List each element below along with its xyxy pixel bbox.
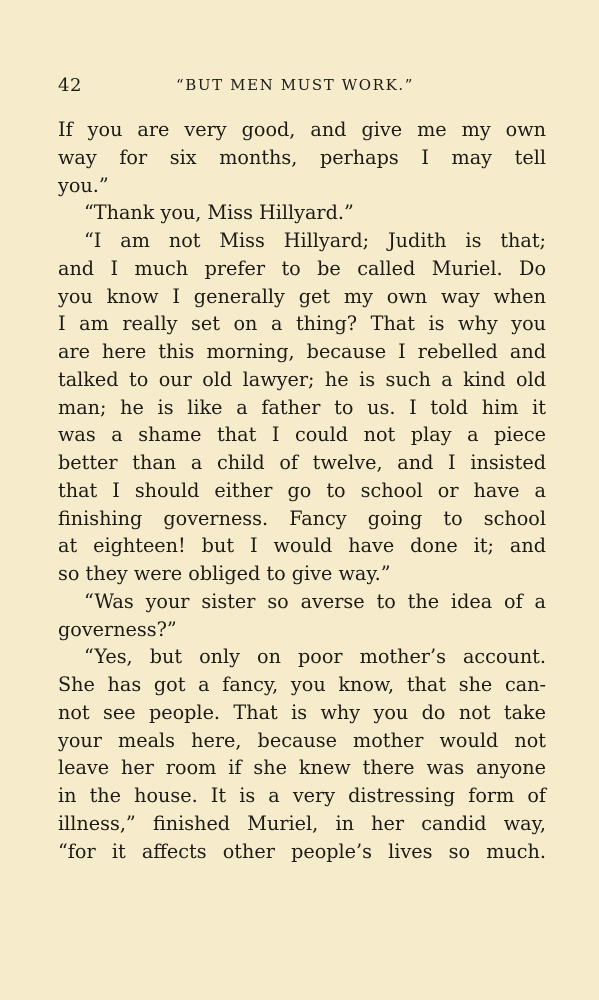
- text-line: “I am not Miss Hillyard; Judith is that;: [84, 229, 546, 252]
- text-line: leave her room if she knew there was anyone: [58, 756, 546, 780]
- text-line: She has got a fancy, you know, that she can-: [58, 673, 546, 696]
- text-line: that I should either go to school or have a: [58, 478, 546, 502]
- text-line: your meals here, because mother would not: [58, 728, 546, 752]
- text-line: I am really set on a thing? That is why you: [58, 312, 546, 336]
- text-line: are here this morning, because I rebelled and: [58, 340, 546, 363]
- page-number: 42: [58, 75, 82, 96]
- text-line: so they were obliged to give way.”: [58, 562, 391, 585]
- text-line: “Was your sister so averse to the idea of a: [84, 589, 546, 613]
- text-line: “for it affects other people’s lives so much.: [58, 839, 546, 863]
- text-line: man; he is like a father to us. I told him it: [58, 395, 546, 419]
- text-line: finishing governess. Fancy going to school: [58, 506, 546, 530]
- body-text: [58, 116, 546, 865]
- running-head: [58, 75, 546, 101]
- text-line: If you are very good, and give me my own: [58, 118, 546, 141]
- text-line: was a shame that I could not play a piece: [58, 423, 546, 447]
- text-line: better than a child of twelve, and I insisted: [58, 451, 546, 474]
- text-line: at eighteen! but I would have done it; and: [58, 534, 546, 558]
- text-line: “Yes, but only on poor mother’s account.: [84, 645, 546, 669]
- text-line: illness,” finished Muriel, in her candid way,: [58, 811, 546, 835]
- text-line: and I much prefer to be called Muriel. Do: [58, 256, 546, 280]
- running-title: “BUT MEN MUST WORK.”: [176, 76, 415, 94]
- text-line: talked to our old lawyer; he is such a kind old: [58, 367, 546, 391]
- text-line: in the house. It is a very distressing form of: [58, 784, 546, 807]
- text-line: “Thank you, Miss Hillyard.”: [84, 201, 354, 225]
- text-line: way for six months, perhaps I may tell: [58, 145, 546, 169]
- text-line: you.”: [58, 173, 109, 197]
- text-line: governess?”: [58, 617, 177, 641]
- text-line: you know I generally get my own way when: [58, 284, 546, 308]
- text-line: not see people. That is why you do not take: [58, 700, 546, 724]
